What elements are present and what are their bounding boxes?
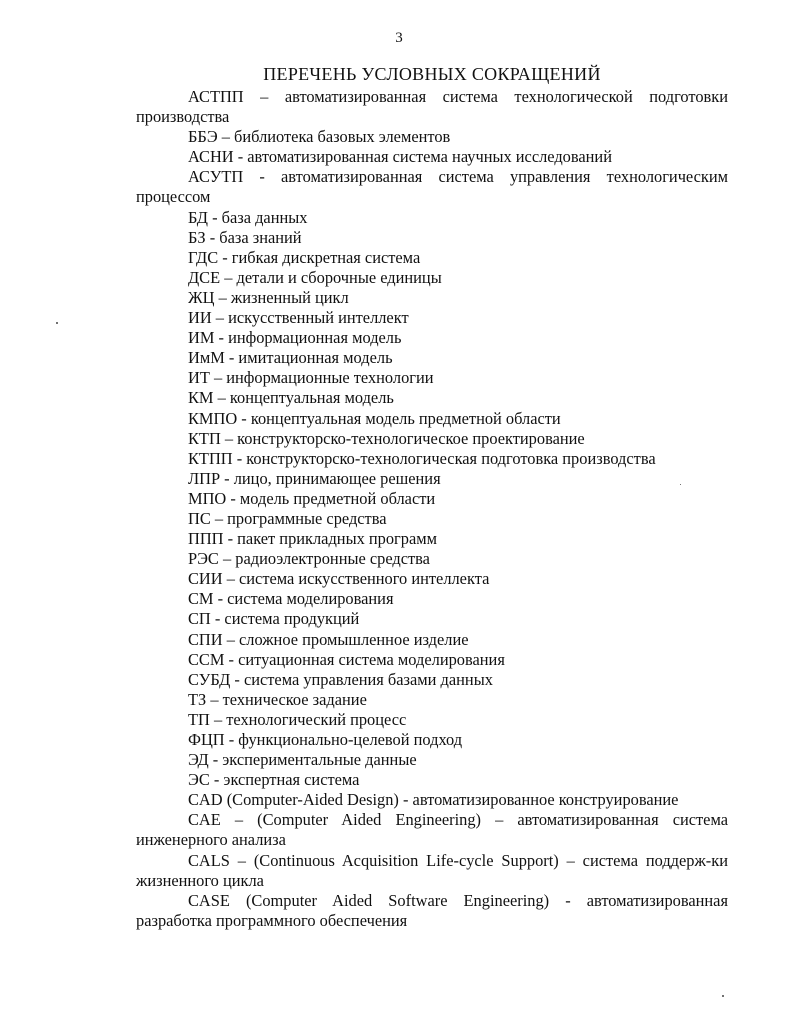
abbreviation-entry: АСНИ - автоматизированная система научных исследований <box>188 147 612 167</box>
abbreviation-entry: БД - база данных <box>188 207 308 227</box>
abbreviation-entry: CALS – (Continuous Acquisition Life-cycle Support) – система поддерж-ки жизненного цикла <box>136 850 728 890</box>
abbreviation-entry: ФЦП - функционально-целевой подход <box>188 730 463 749</box>
abbreviation-entry: КМ – концептуальная модель <box>188 388 394 408</box>
abbreviation-entry: ИИ – искусственный интеллект <box>188 308 409 328</box>
abbreviation-entry: ТЗ – техническое задание <box>188 689 367 709</box>
abbreviation-entry: ИМ - информационная модель <box>188 328 402 348</box>
abbreviation-entry: КТП – конструкторско-технологическое проектирование <box>188 428 585 448</box>
abbreviation-entry: БЗ - база знаний <box>188 227 302 247</box>
abbreviation-entry: CAE – (Computer Aided Engineering) – автоматизированная система инженерного анализа <box>136 810 728 850</box>
abbreviation-entry: ЛПР - лицо, принимающее решения <box>188 468 441 488</box>
abbreviation-entry: ЭС - экспертная система <box>188 770 360 790</box>
page-title: ПЕРЕЧЕНЬ УСЛОВНЫХ СОКРАЩЕНИЙ <box>263 64 601 84</box>
abbreviation-entry: ИТ – информационные технологии <box>188 368 434 388</box>
abbreviation-entry: ГДС - гибкая дискретная система <box>188 247 421 267</box>
abbreviation-entry: ББЭ – библиотека базовых элементов <box>188 127 451 147</box>
abbreviation-entry: МПО - модель предметной области <box>188 488 436 508</box>
abbreviation-entry: ЖЦ – жизненный цикл <box>188 287 349 307</box>
abbreviation-entry: КТПП - конструкторско-технологическая подготовка производства <box>188 448 656 468</box>
abbreviation-entry: КМПО - концептуальная модель предметной области <box>188 408 561 428</box>
abbreviation-entry: АСТПП – автоматизированная система технологической подготовки производства <box>136 87 728 127</box>
abbreviation-entry: СПИ – сложное промышленное изделие <box>188 629 469 649</box>
abbreviation-entry: РЭС – радиоэлектронные средства <box>188 549 430 569</box>
scan-speck <box>680 484 681 485</box>
abbreviation-entry: СИИ – система искусственного интеллекта <box>188 569 490 589</box>
abbreviation-entry: СУБД - система управления базами данных <box>188 669 493 689</box>
abbreviation-entry: ЭД - экспериментальные данные <box>188 750 417 770</box>
abbreviation-entry: ИмМ - имитационная модель <box>188 348 393 368</box>
scan-speck <box>56 322 58 324</box>
abbreviation-entry: ППП - пакет прикладных программ <box>188 529 437 549</box>
abbreviation-list <box>136 87 728 931</box>
abbreviation-entry: СП - система продукций <box>188 609 360 629</box>
abbreviation-entry: CASE (Computer Aided Software Engineering) - автоматизированная разработка программного обеспечения <box>136 890 728 930</box>
page-number: 3 <box>395 30 403 46</box>
abbreviation-entry: СМ - система моделирования <box>188 589 394 609</box>
scan-speck <box>722 995 724 997</box>
abbreviation-entry: ССМ - ситуационная система моделирования <box>188 649 505 669</box>
abbreviation-entry: ТП – технологический процесс <box>188 709 407 729</box>
abbreviation-entry: АСУТП - автоматизированная система управления технологическим процессом <box>136 167 728 207</box>
abbreviation-entry: CAD (Computer-Aided Design) - автоматизированное конструирование <box>188 790 679 810</box>
abbreviation-entry: ПС – программные средства <box>188 508 387 528</box>
abbreviation-entry: ДСЕ – детали и сборочные единицы <box>188 267 442 287</box>
